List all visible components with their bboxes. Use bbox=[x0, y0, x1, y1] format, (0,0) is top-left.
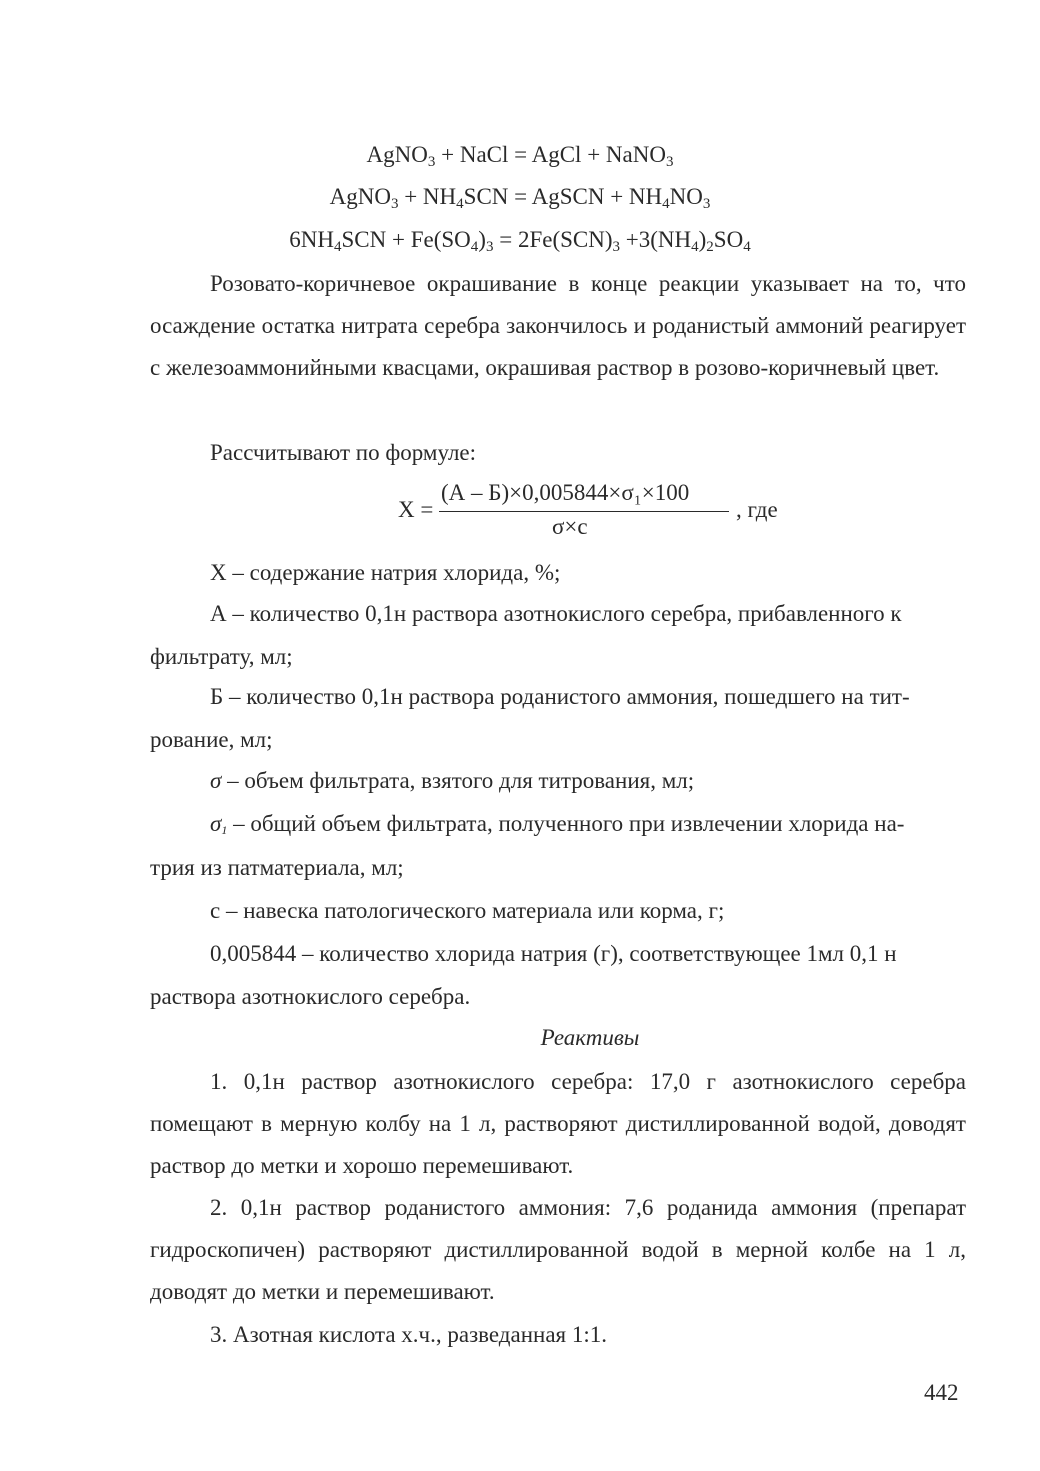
formula-denominator: σ×c bbox=[552, 514, 588, 539]
reagent-2: 2. 0,1н раствор роданистого аммония: 7,6 роданида аммония (препарат гидроскопичен) растворяют дистиллированной водой в мерной колбе на 1 л, доводят до метки и перемешивают. bbox=[150, 1195, 966, 1304]
equation-2: AgNO$_3$ + $NH_4SCN$ = AgSCN + $NH_4NO_3$ bbox=[329, 184, 711, 212]
paragraph-endpoint-color: Розовато-коричневое окрашивание в конце реакции указывает на то, что осаждение остатка нитрата серебра закончилось и роданистый аммоний реагирует с железоаммонийными квасцами, окрашивая раствор в розово-коричневый цвет. bbox=[150, 271, 966, 380]
equation-1: AgNO$_3$ + NaCl = AgCl + NaNO$_3$ bbox=[366, 142, 674, 170]
definition-b-line1: Б – количество 0,1н раствора роданистого аммония, пошедшего на тит- bbox=[210, 684, 910, 709]
definition-c: с – навеска патологического материала или корма, г; bbox=[210, 898, 725, 923]
sigma1-symbol: $\sigma_1$ bbox=[210, 811, 228, 837]
fraction-bar bbox=[439, 511, 729, 512]
definition-a-line1: А – количество 0,1н раствора азотнокислого серебра, прибавленного к bbox=[210, 601, 902, 626]
equation-3: $6NH_4SCN + Fe(SO_4)_3 = 2Fe(SCN)_3 +3(NH_4)_2SO_4$ bbox=[289, 227, 751, 255]
definition-sigma1-line2: трия из патматериала, мл; bbox=[150, 855, 404, 880]
definition-k-line2: раствора азотнокислого серебра. bbox=[150, 984, 471, 1009]
definition-sigma1-line1: $\sigma_1$ – общий объем фильтрата, полученного при извлечении хлорида на- bbox=[210, 811, 905, 837]
formula-suffix: , где bbox=[736, 497, 778, 522]
sigma-symbol: σ bbox=[210, 768, 222, 793]
formula-lhs: X = bbox=[398, 497, 434, 522]
reagent-1: 1. 0,1н раствор азотнокислого серебра: 17,0 г азотнокислого серебра помещают в мерную колбу на 1 л, растворяют дистиллированной водой, доводят раствор до метки и хорошо перемешивают. bbox=[150, 1069, 966, 1178]
definition-b-line2: рование, мл; bbox=[150, 727, 273, 752]
definition-x: Х – содержание натрия хлорида, %; bbox=[210, 560, 561, 585]
definition-a-line2: фильтрату, мл; bbox=[150, 644, 293, 669]
formula-numerator: (А – Б)×0,005844×σ₁×100 bbox=[441, 480, 690, 505]
page-number: 442 bbox=[924, 1380, 959, 1405]
reagent-3: 3. Азотная кислота х.ч., разведанная 1:1. bbox=[210, 1322, 608, 1347]
reagents-heading: Реактивы bbox=[540, 1025, 640, 1050]
definition-sigma: σ – объем фильтрата, взятого для титрования, мл; bbox=[210, 768, 695, 793]
formula-intro: Рассчитывают по формуле: bbox=[210, 440, 477, 465]
definition-k-line1: 0,005844 – количество хлорида натрия (г), соответствующее 1мл 0,1 н bbox=[210, 941, 897, 966]
